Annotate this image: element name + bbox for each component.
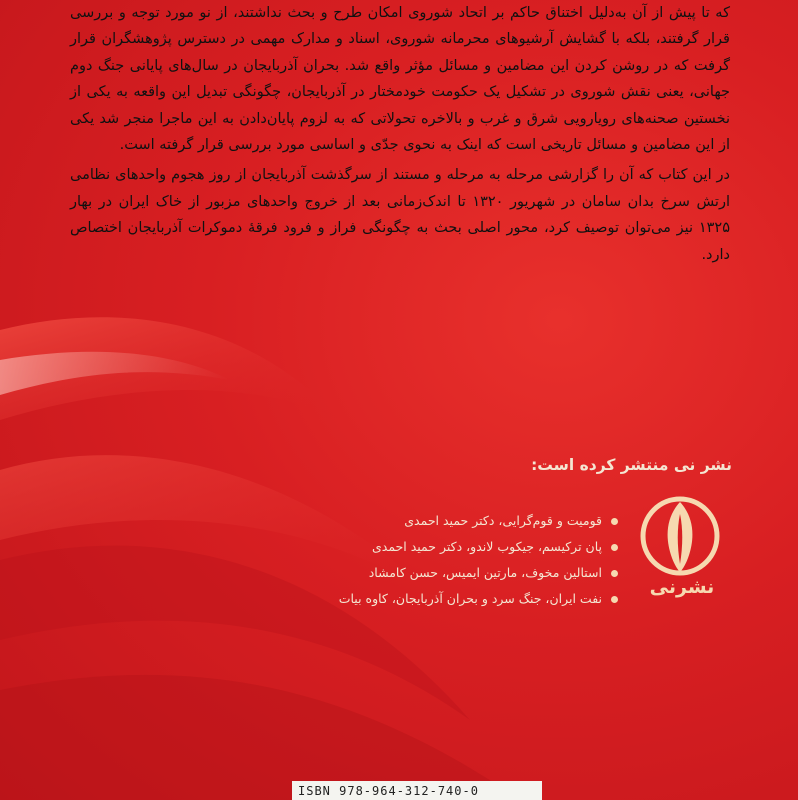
description-paragraph-1: که تا پیش از آن به‌دلیل اختناق حاکم بر اتحاد شوروی امکان طرح و بحث نداشتند، از نو مورد توجه و بررسی قرار گرفتند، بلکه با گشایش آرشیوهای محرمانه شوروی، اسناد و مدارک مهمی در دسترس پژوهشگران قرار گرفت که در روشن کردن این مضامین و مسائل مؤثر واقع شد. بحران آذربایجان در سال‌های پایانی جنگ دوم جهانی، یعنی نقش شوروی در تشکیل یک حکومت خودمختار در آذربایجان، چگونگی تبدیل این واقعه به یکی از نخستین صحنه‌های رویارویی شرق و غرب و بالاخره تحولاتی که به لزوم پایان‌دادن به این ماجرا منجر شد یکی از این مضامین و مسائل تاریخی است که اینک به نحوی جدّی و اساسی مورد بررسی قرار گرفته است. xyxy=(70,5,730,154)
book-title: استالین مخوف، مارتین ایمیس، حسن کامشاد xyxy=(368,565,602,580)
list-item xyxy=(188,586,618,612)
isbn-label: ISBN 978-964-312-740-0 xyxy=(292,781,542,800)
list-item xyxy=(188,534,618,560)
list-item xyxy=(188,560,618,586)
book-title: پان ترکیسم، جیکوب لاندو، دکتر حمید احمدی xyxy=(371,539,602,554)
bullet-icon xyxy=(611,570,618,577)
book-title: قومیت و قوم‌گرایی، دکتر حمید احمدی xyxy=(404,513,602,528)
list-item xyxy=(188,508,618,534)
bullet-icon xyxy=(611,544,618,551)
book-title: نفت ایران، جنگ سرد و بحران آذربایجان، کاوه بیات xyxy=(338,591,602,606)
publisher-book-list xyxy=(188,508,618,612)
description-text xyxy=(70,0,730,268)
description-paragraph-2: در این کتاب که آن را گزارشی مرحله به مرحله و مستند از سرگذشت آذربایجان از روز هجوم واحدهای نظامی ارتش سرخ بدان سامان در شهریور ۱۳۲۰ تا اندک‌زمانی بعد از خروج واحدهای مزبور از خاک ایران در بهار ۱۳۲۵ نیز می‌توان توصیف کرد، محور اصلی بحث به چگونگی فراز و فرود فرقهٔ دموکرات آذربایجان اختصاص دارد. xyxy=(70,167,730,263)
bullet-icon xyxy=(611,596,618,603)
publisher-logo-text: نشرنی xyxy=(649,576,715,598)
publisher-heading: نشر نی منتشر کرده است: xyxy=(531,456,732,474)
bullet-icon xyxy=(611,518,618,525)
